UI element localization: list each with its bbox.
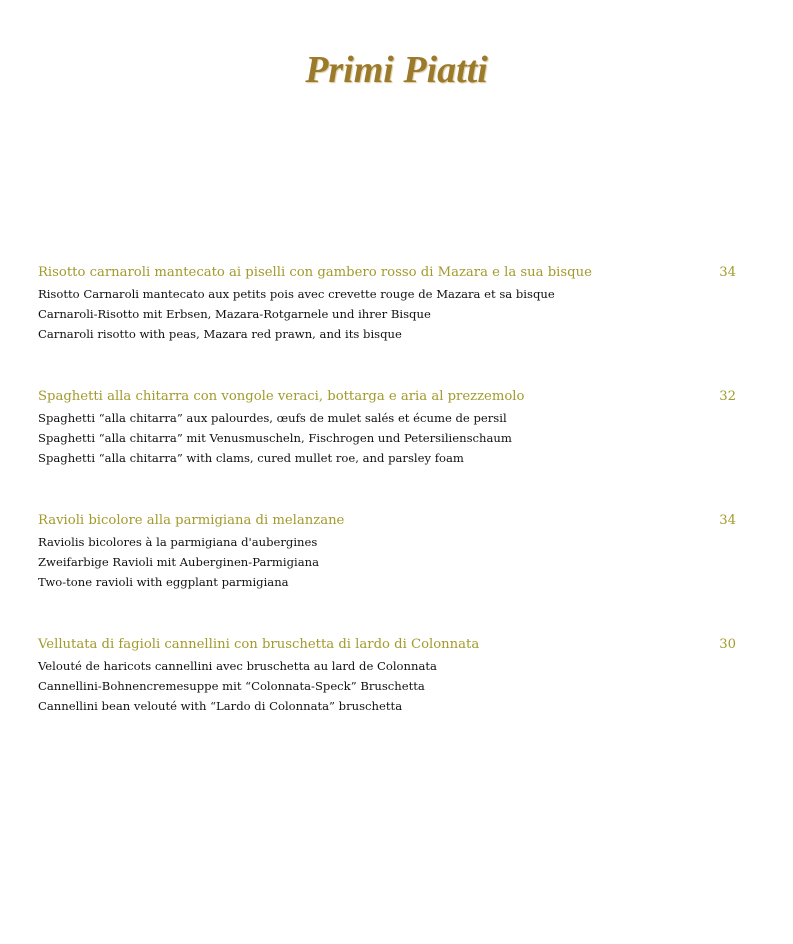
item-name: Ravioli bicolore alla parmigiana di melanzane — [38, 513, 345, 528]
item-name: Vellutata di fagioli cannellini con bruschetta di lardo di Colonnata — [38, 637, 480, 652]
item-price: 30 — [719, 637, 736, 652]
item-desc-en: Carnaroli risotto with peas, Mazara red prawn, and its bisque — [38, 327, 402, 341]
item-desc-fr: Spaghetti “alla chitarra” aux palourdes, œufs de mulet salés et écume de persil — [38, 411, 507, 425]
menu-item — [38, 510, 738, 592]
item-name: Risotto carnaroli mantecato ai piselli con gambero rosso di Mazara e la sua bisque — [38, 265, 592, 280]
item-price: 34 — [719, 265, 736, 280]
item-desc-en: Two-tone ravioli with eggplant parmigiana — [38, 575, 289, 589]
menu-item — [38, 262, 738, 344]
item-desc-en: Cannellini bean velouté with “Lardo di Colonnata” bruschetta — [38, 699, 403, 713]
item-price: 32 — [719, 389, 736, 404]
item-desc-de: Spaghetti “alla chitarra” mit Venusmuscheln, Fischrogen und Petersilienschaum — [38, 431, 512, 445]
item-desc-en: Spaghetti “alla chitarra” with clams, cured mullet roe, and parsley foam — [38, 451, 464, 465]
item-desc-fr: Raviolis bicolores à la parmigiana d'aubergines — [38, 535, 318, 549]
item-price: 34 — [719, 513, 736, 528]
page-title: Primi Piatti — [305, 49, 488, 91]
item-desc-de: Carnaroli-Risotto mit Erbsen, Mazara-Rotgarnele und ihrer Bisque — [38, 307, 431, 321]
menu-item — [38, 386, 738, 468]
item-desc-fr: Velouté de haricots cannellini avec bruschetta au lard de Colonnata — [38, 659, 437, 673]
item-desc-de: Zweifarbige Ravioli mit Auberginen-Parmigiana — [38, 555, 320, 569]
menu-item — [38, 634, 738, 716]
item-desc-fr: Risotto Carnaroli mantecato aux petits pois avec crevette rouge de Mazara et sa bisque — [38, 287, 555, 301]
item-desc-de: Cannellini-Bohnencremesuppe mit “Colonnata-Speck” Bruschetta — [38, 679, 425, 693]
item-name: Spaghetti alla chitarra con vongole veraci, bottarga e aria al prezzemolo — [38, 389, 525, 404]
